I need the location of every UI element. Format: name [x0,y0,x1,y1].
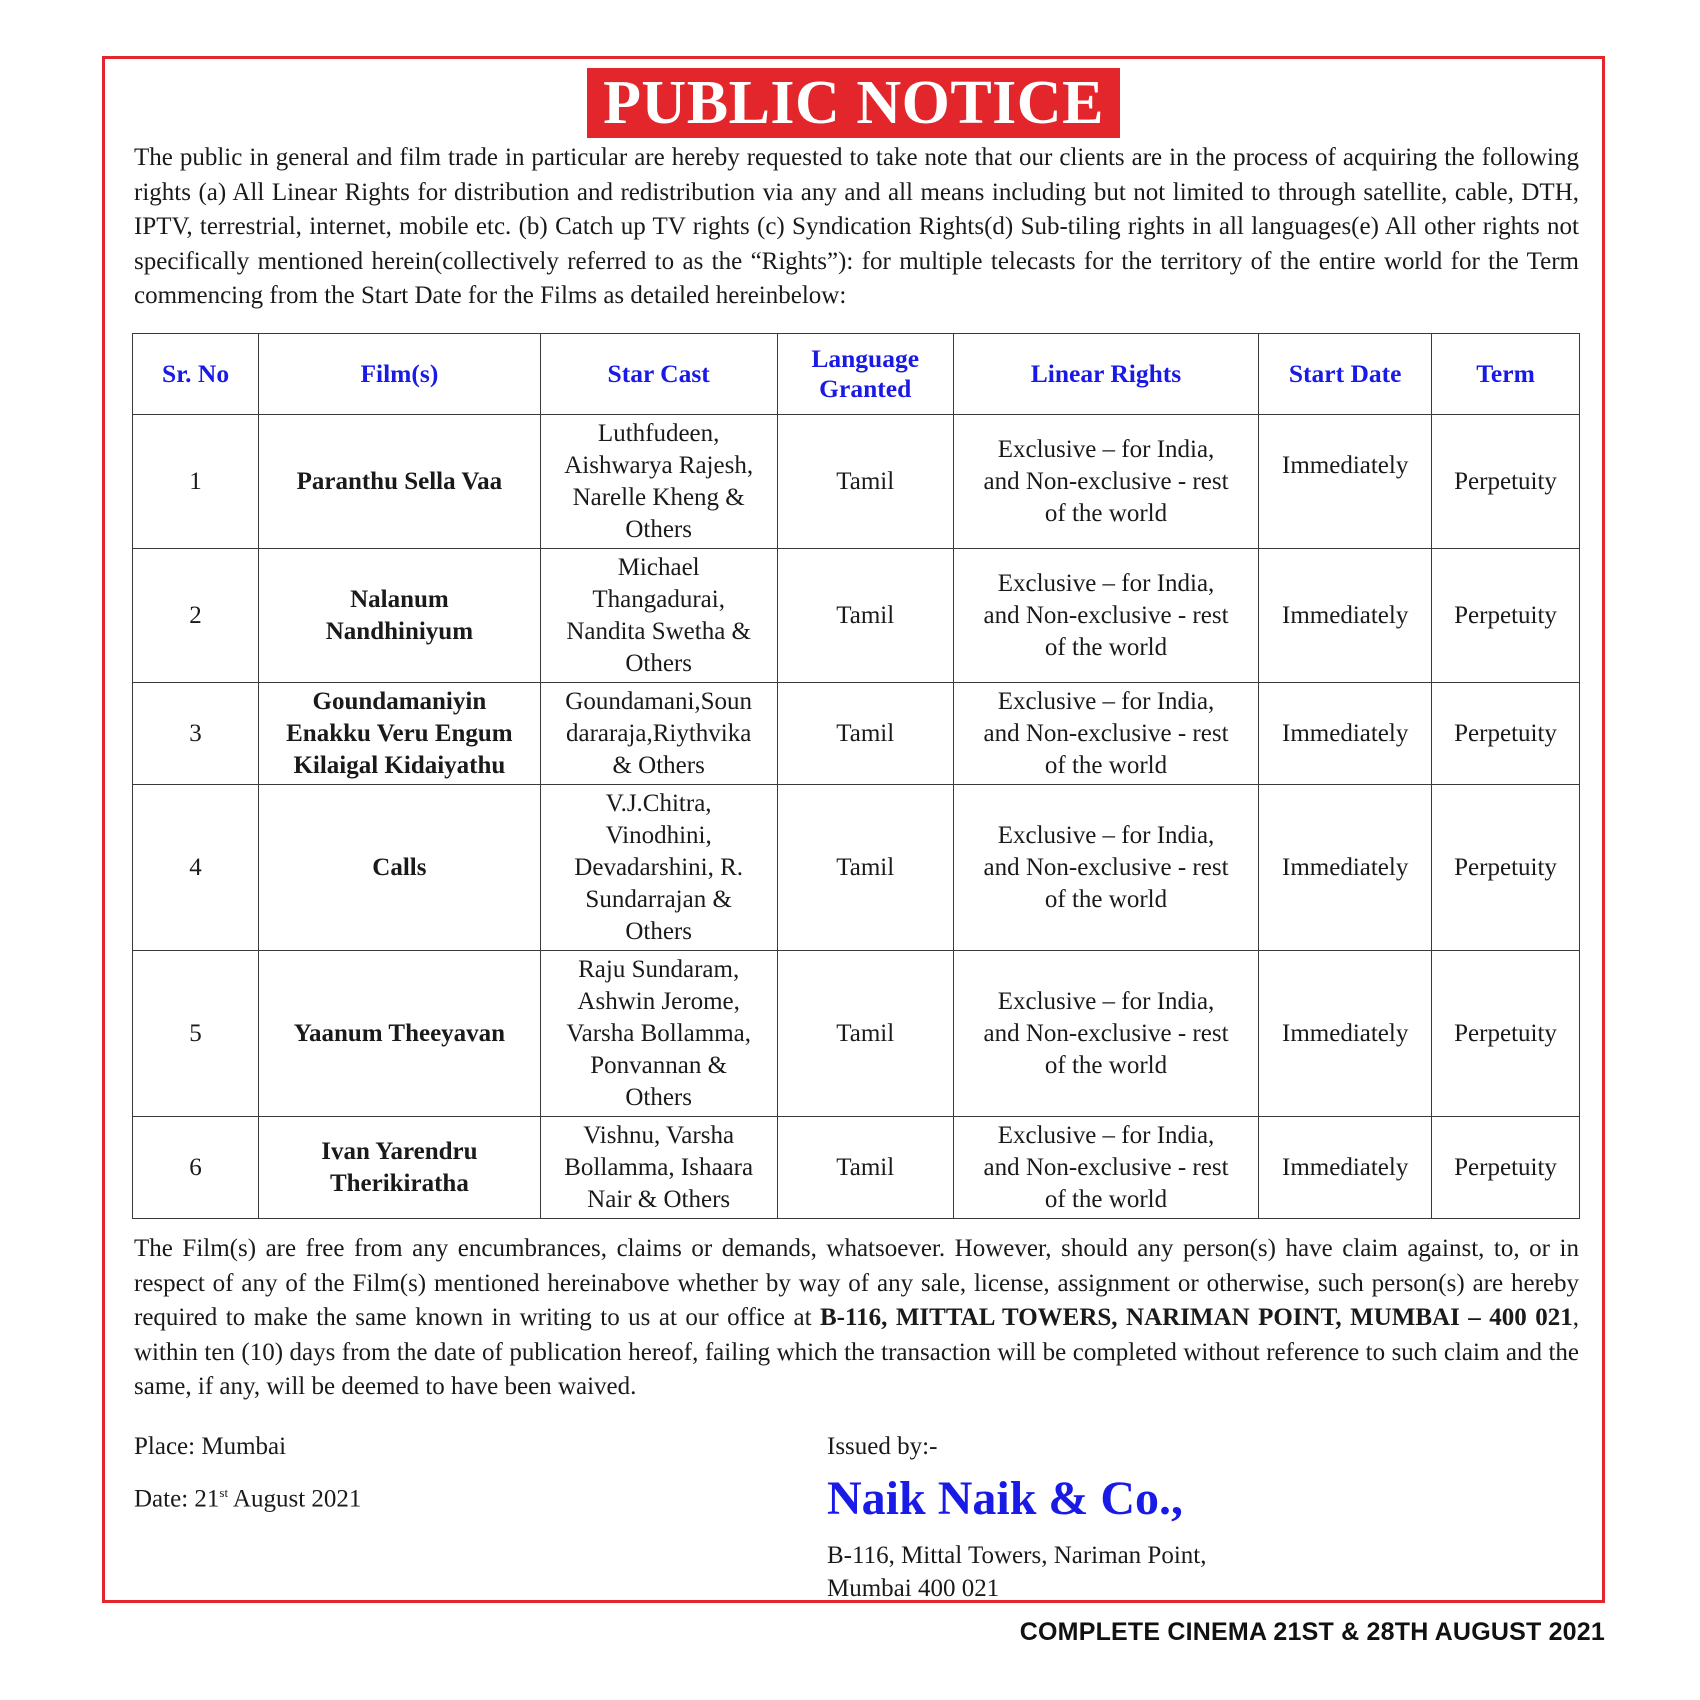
star-cast-line: Nair & Others [587,1185,731,1213]
cell-start-date [1259,1117,1432,1219]
header-language [777,334,953,415]
cell-film [259,951,541,1117]
linear-rights-line: and Non-exclusive - rest [983,467,1229,495]
cell-film [259,1117,541,1219]
table-header-row [133,334,1580,415]
cell-term: Perpetuity [1432,683,1580,785]
date-prefix: Date: 21 [134,1485,220,1513]
cell-term: Perpetuity [1432,415,1580,549]
star-cast-line: Ponvannan & [590,1051,728,1079]
cell-start-date [1259,951,1432,1117]
notice-title: PUBLIC NOTICE [587,68,1120,138]
header-films: Film(s) [259,334,541,415]
star-cast-line: Devadarshini, R. [574,853,744,881]
film-name-line: Nalanum [350,585,449,613]
star-cast-line: Michael [617,553,700,581]
cell-film [259,549,541,683]
film-name-line: Goundamaniyin [312,687,487,715]
linear-rights-line: of the world [1044,751,1168,779]
linear-rights-line: of the world [1044,633,1168,661]
cell-language: Tamil [777,415,953,549]
table-body [133,415,1580,1219]
linear-rights-line: Exclusive – for India, [997,1121,1215,1149]
cell-sr-no: 4 [133,785,259,951]
publication-footer: COMPLETE CINEMA 21ST & 28TH AUGUST 2021 [1019,1618,1605,1646]
cell-start-date [1259,683,1432,785]
linear-rights-line: of the world [1044,1051,1168,1079]
header-sr-no: Sr. No [133,334,259,415]
star-cast-line: Vinodhini, [605,821,712,849]
header-language-line1: Language [811,344,920,373]
cell-sr-no: 5 [133,951,259,1117]
cell-star-cast [540,683,777,785]
cell-film [259,785,541,951]
date-superscript: st [219,1485,229,1500]
table-row [133,1117,1580,1219]
start-date-text: Immediately [1282,1153,1409,1181]
star-cast-line: dararaja,Riythvika [565,719,752,747]
linear-rights-line: of the world [1044,499,1168,527]
film-name-line: Paranthu Sella Vaa [296,467,503,495]
start-date-text: Immediately [1282,1019,1409,1047]
notice-frame [102,56,1605,1603]
cell-linear-rights [953,1117,1258,1219]
star-cast-line: V.J.Chitra, [605,789,712,817]
closing-text-1: The Film(s) are free from any encumbrances, claims or demands, whatsoever. However, should any person(s) have claim against, to, or in respect of any of the Film(s) mentioned hereinabove whether by way of any sale, license, assignment or otherwise, such person(s) are hereby required to make the same known in writing to us at our office at [134,1235,1579,1331]
start-date-text: Immediately [1282,853,1409,881]
star-cast-line: Aishwarya Rajesh, [564,451,754,479]
header-term: Term [1432,334,1580,415]
header-star-cast: Star Cast [540,334,777,415]
cell-sr-no: 3 [133,683,259,785]
cell-linear-rights [953,415,1258,549]
star-cast-line: Raju Sundaram, [578,955,740,983]
cell-term: Perpetuity [1432,785,1580,951]
cell-term: Perpetuity [1432,951,1580,1117]
linear-rights-line: Exclusive – for India, [997,569,1215,597]
film-name-line: Ivan Yarendru [321,1137,478,1165]
star-cast-line: Others [625,1083,692,1111]
title-wrap [105,68,1602,138]
table-row [133,683,1580,785]
cell-sr-no: 2 [133,549,259,683]
star-cast-line: Others [625,515,692,543]
start-date-text: Immediately [1282,451,1409,479]
cell-start-date [1259,415,1432,549]
star-cast-line: Bollamma, Ishaara [564,1153,754,1181]
issued-by-label: Issued by:- [827,1433,938,1460]
header-language-line2: Granted [819,374,912,403]
cell-linear-rights [953,951,1258,1117]
star-cast-line: Others [625,917,692,945]
header-start-date: Start Date [1259,334,1432,415]
linear-rights-line: Exclusive – for India, [997,435,1215,463]
cell-star-cast [540,785,777,951]
cell-term: Perpetuity [1432,1117,1580,1219]
film-name-line: Nandhiniyum [325,617,474,645]
star-cast-line: Thangadurai, [592,585,725,613]
cell-start-date [1259,785,1432,951]
star-cast-line: Sundarrajan & [585,885,732,913]
linear-rights-line: and Non-exclusive - rest [983,601,1229,629]
star-cast-line: Narelle Kheng & [572,483,745,511]
cell-star-cast [540,415,777,549]
cell-language: Tamil [777,1117,953,1219]
table-row [133,549,1580,683]
star-cast-line: Others [625,649,692,677]
header-linear-rights: Linear Rights [953,334,1258,415]
cell-start-date [1259,549,1432,683]
star-cast-line: Varsha Bollamma, [566,1019,751,1047]
cell-linear-rights [953,785,1258,951]
linear-rights-line: and Non-exclusive - rest [983,719,1229,747]
linear-rights-line: and Non-exclusive - rest [983,1019,1229,1047]
cell-language: Tamil [777,785,953,951]
closing-paragraph [134,1232,1579,1405]
cell-language: Tamil [777,951,953,1117]
star-cast-line: Vishnu, Varsha [583,1121,735,1149]
rights-table [132,333,1580,1219]
firm-address-line1: B-116, Mittal Towers, Nariman Point, [827,1542,1207,1569]
star-cast-line: Ashwin Jerome, [577,987,740,1015]
star-cast-line: Luthfudeen, [597,419,720,447]
start-date-text: Immediately [1282,719,1409,747]
cell-term: Perpetuity [1432,549,1580,683]
intro-paragraph: The public in general and film trade in particular are hereby requested to take note that our clients are in the process of acquiring the following rights (a) All Linear Rights for distribution and redistribution via any and all means including but not limited to through satellite, cable, DTH, IPTV, terrestrial, internet, mobile etc. (b) Catch up TV rights (c) Syndication Rights(d) Sub-tiling rights in all languages(e) All other rights not specifically mentioned herein(collectively referred to as the “Rights”): for multiple telecasts for the territory of the entire world for the Term commencing from the Start Date for the Films as detailed hereinbelow: [134,144,1579,309]
cell-film [259,415,541,549]
linear-rights-line: and Non-exclusive - rest [983,1153,1229,1181]
cell-language: Tamil [777,549,953,683]
cell-linear-rights [953,549,1258,683]
film-name-line: Yaanum Theeyavan [293,1019,506,1047]
cell-linear-rights [953,683,1258,785]
film-name-line: Kilaigal Kidaiyathu [293,751,506,779]
office-address-bold: B-116, MITTAL TOWERS, NARIMAN POINT, MUMBAI – 400 021 [819,1304,1573,1331]
linear-rights-line: and Non-exclusive - rest [983,853,1229,881]
cell-star-cast [540,1117,777,1219]
date-line [134,1485,361,1513]
linear-rights-line: Exclusive – for India, [997,821,1215,849]
film-name-line: Enakku Veru Engum [286,719,513,747]
date-suffix: August 2021 [228,1485,362,1513]
table-row [133,415,1580,549]
linear-rights-line: of the world [1044,1185,1168,1213]
table-row [133,785,1580,951]
place-line: Place: Mumbai [134,1433,287,1460]
cell-star-cast [540,549,777,683]
firm-name: Naik Naik & Co., [827,1472,1184,1525]
cell-sr-no: 6 [133,1117,259,1219]
table-row [133,951,1580,1117]
closing-text-2: , within ten (10) days from the date of publication hereof, failing which the transaction will be completed without reference to such claim and the same, if any, will be deemed to have been waived. [134,1304,1579,1400]
linear-rights-line: Exclusive – for India, [997,987,1215,1015]
cell-language: Tamil [777,683,953,785]
firm-address-line2: Mumbai 400 021 [827,1575,1000,1602]
film-name-line: Therikiratha [329,1169,469,1197]
linear-rights-line: Exclusive – for India, [997,687,1215,715]
film-name-line: Calls [372,853,427,881]
star-cast-line: Nandita Swetha & [566,617,751,645]
start-date-text: Immediately [1282,601,1409,629]
linear-rights-line: of the world [1044,885,1168,913]
cell-film [259,683,541,785]
star-cast-line: & Others [612,751,705,779]
cell-star-cast [540,951,777,1117]
cell-sr-no: 1 [133,415,259,549]
star-cast-line: Goundamani,Soun [565,687,753,715]
